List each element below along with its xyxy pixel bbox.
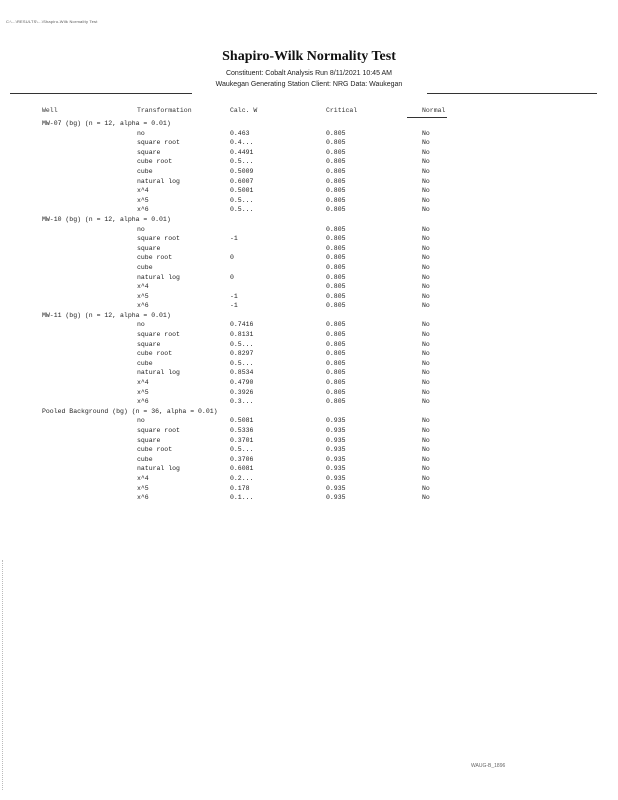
header-rule-right: [427, 93, 597, 94]
transformation-cell: x^4: [137, 474, 149, 482]
transformation-cell: square: [137, 148, 161, 156]
transformation-cell: square root: [137, 427, 180, 434]
table-row: [0, 226, 618, 236]
table-row: [0, 283, 618, 293]
group-heading: [0, 312, 618, 322]
critical-cell: 0.805: [326, 379, 346, 387]
column-header-critical: Critical: [326, 107, 358, 114]
critical-cell: 0.805: [326, 129, 346, 137]
calc-w-cell: 0.3...: [230, 398, 254, 406]
transformation-cell: no: [137, 417, 145, 425]
table-row: [0, 389, 618, 399]
calc-w-cell: 0.178: [230, 484, 250, 492]
column-header-transformation: Transformation: [137, 107, 192, 114]
table-row: [0, 149, 618, 159]
table-row: [0, 293, 618, 303]
group-heading-text: MW-10 (bg) (n = 12, alpha = 0.01): [42, 215, 171, 223]
table-row: [0, 158, 618, 168]
critical-cell: 0.805: [326, 254, 346, 262]
header-underline: [407, 117, 447, 118]
critical-cell: 0.805: [326, 187, 346, 195]
transformation-cell: x^5: [137, 388, 149, 396]
normal-cell: No: [422, 331, 430, 339]
calc-w-cell: 0.8131: [230, 331, 254, 339]
calc-w-cell: 0.3701: [230, 436, 254, 444]
critical-cell: 0.935: [326, 446, 346, 454]
normal-cell: No: [422, 206, 430, 214]
normal-cell: No: [422, 465, 430, 473]
transformation-cell: x^6: [137, 398, 149, 406]
critical-cell: 0.935: [326, 436, 346, 444]
transformation-cell: x^5: [137, 292, 149, 300]
table-row: [0, 245, 618, 255]
calc-w-cell: 0.6007: [230, 177, 254, 185]
transformation-cell: x^6: [137, 206, 149, 214]
group-heading-text: Pooled Background (bg) (n = 36, alpha = 0.01): [42, 407, 218, 415]
normal-cell: No: [422, 263, 430, 271]
normal-cell: No: [422, 379, 430, 387]
critical-cell: 0.805: [326, 388, 346, 396]
transformation-cell: cube: [137, 263, 153, 271]
critical-cell: 0.805: [326, 196, 346, 204]
transformation-cell: square root: [137, 139, 180, 147]
table-row: [0, 437, 618, 447]
report-title: Shapiro-Wilk Normality Test: [222, 49, 396, 64]
transformation-cell: natural log: [137, 369, 180, 377]
critical-cell: 0.805: [326, 158, 346, 166]
table-row: [0, 178, 618, 188]
critical-cell: 0.805: [326, 321, 346, 329]
normal-cell: No: [422, 254, 430, 262]
calc-w-cell: 0.3706: [230, 455, 254, 463]
critical-cell: 0.805: [326, 167, 346, 175]
critical-cell: 0.805: [326, 225, 346, 233]
table-row: [0, 350, 618, 360]
critical-cell: 0.805: [326, 177, 346, 185]
bates-number: WAUG-B_1896: [471, 763, 506, 769]
transformation-cell: x^4: [137, 283, 149, 291]
transformation-cell: square: [137, 244, 161, 252]
transformation-cell: x^6: [137, 494, 149, 502]
normal-cell: No: [422, 167, 430, 175]
normal-cell: No: [422, 340, 430, 348]
calc-w-cell: 0.4491: [230, 148, 254, 156]
critical-cell: 0.805: [326, 206, 346, 214]
table-row: [0, 254, 618, 264]
critical-cell: 0.805: [326, 235, 346, 243]
normal-cell: No: [422, 427, 430, 434]
calc-w-cell: 0.1...: [230, 494, 254, 502]
table-row: [0, 427, 618, 437]
transformation-cell: cube: [137, 167, 153, 175]
normal-cell: No: [422, 359, 430, 367]
normal-cell: No: [422, 446, 430, 454]
column-header-calc-w: Calc. W: [230, 107, 258, 114]
group-heading-text: MW-11 (bg) (n = 12, alpha = 0.01): [42, 311, 171, 319]
table-row: [0, 369, 618, 379]
normal-cell: No: [422, 129, 430, 137]
transformation-cell: x^5: [137, 484, 149, 492]
normal-cell: No: [422, 321, 430, 329]
critical-cell: 0.935: [326, 427, 346, 434]
table-row: [0, 398, 618, 408]
calc-w-cell: 0.5336: [230, 427, 254, 434]
calc-w-cell: -1: [230, 235, 238, 243]
calc-w-cell: 0.5081: [230, 417, 254, 425]
critical-cell: 0.805: [326, 148, 346, 156]
report-subtitle-site: Waukegan Generating Station Client: NRG Data: Waukegan: [215, 81, 403, 88]
calc-w-cell: 0.5...: [230, 206, 254, 214]
transformation-cell: no: [137, 129, 145, 137]
calc-w-cell: 0.7416: [230, 321, 254, 329]
normal-cell: No: [422, 158, 430, 166]
group-heading-text: MW-07 (bg) (n = 12, alpha = 0.01): [42, 120, 171, 127]
transformation-cell: square: [137, 340, 161, 348]
calc-w-cell: 0.5009: [230, 167, 254, 175]
normal-cell: No: [422, 484, 430, 492]
calc-w-cell: 0.5...: [230, 340, 254, 348]
normal-cell: No: [422, 292, 430, 300]
table-row: [0, 379, 618, 389]
calc-w-cell: 0.2...: [230, 474, 254, 482]
table-row: [0, 446, 618, 456]
table-row: [0, 456, 618, 466]
table-row: [0, 331, 618, 341]
table-row: [0, 139, 618, 149]
critical-cell: 0.805: [326, 302, 346, 310]
critical-cell: 0.805: [326, 369, 346, 377]
critical-cell: 0.805: [326, 292, 346, 300]
results-table: [0, 120, 618, 504]
transformation-cell: square root: [137, 331, 180, 339]
calc-w-cell: 0: [230, 273, 234, 281]
table-row: [0, 465, 618, 475]
normal-cell: No: [422, 235, 430, 243]
normal-cell: No: [422, 302, 430, 310]
column-header-well: Well: [42, 107, 58, 114]
calc-w-cell: 0.3926: [230, 388, 254, 396]
critical-cell: 0.805: [326, 263, 346, 271]
normal-cell: No: [422, 225, 430, 233]
transformation-cell: x^4: [137, 187, 149, 195]
calc-w-cell: 0: [230, 254, 234, 262]
calc-w-cell: 0.5...: [230, 158, 254, 166]
report-subtitle-analysis: Constituent: Cobalt Analysis Run 8/11/2021 10:45 AM: [225, 70, 393, 77]
table-row: [0, 264, 618, 274]
table-row: [0, 475, 618, 485]
critical-cell: 0.805: [326, 331, 346, 339]
header-rule-left: [10, 93, 192, 94]
normal-cell: No: [422, 474, 430, 482]
calc-w-cell: 0.5...: [230, 359, 254, 367]
normal-cell: No: [422, 455, 430, 463]
transformation-cell: no: [137, 225, 145, 233]
normal-cell: No: [422, 177, 430, 185]
critical-cell: 0.935: [326, 465, 346, 473]
normal-cell: No: [422, 244, 430, 252]
calc-w-cell: -1: [230, 292, 238, 300]
normal-cell: No: [422, 436, 430, 444]
critical-cell: 0.805: [326, 340, 346, 348]
scan-edge-marks: [2, 560, 5, 790]
table-row: [0, 302, 618, 312]
table-row: [0, 168, 618, 178]
group-heading: [0, 120, 618, 130]
table-row: [0, 187, 618, 197]
transformation-cell: cube: [137, 359, 153, 367]
transformation-cell: no: [137, 321, 145, 329]
critical-cell: 0.935: [326, 417, 346, 425]
normal-cell: No: [422, 350, 430, 358]
table-row: [0, 130, 618, 140]
calc-w-cell: 0.4...: [230, 139, 254, 147]
file-path-line: C:\...\RESULTS\...\Shapiro-Wilk Normality Test: [6, 19, 98, 24]
calc-w-cell: 0.5...: [230, 196, 254, 204]
transformation-cell: cube root: [137, 158, 173, 166]
table-row: [0, 485, 618, 495]
normal-cell: No: [422, 139, 430, 147]
critical-cell: 0.935: [326, 494, 346, 502]
group-heading: [0, 216, 618, 226]
transformation-cell: square root: [137, 235, 180, 243]
table-row: [0, 197, 618, 207]
critical-cell: 0.805: [326, 244, 346, 252]
critical-cell: 0.805: [326, 398, 346, 406]
transformation-cell: natural log: [137, 465, 180, 473]
transformation-cell: square: [137, 436, 161, 444]
normal-cell: No: [422, 273, 430, 281]
normal-cell: No: [422, 283, 430, 291]
normal-cell: No: [422, 388, 430, 396]
critical-cell: 0.805: [326, 283, 346, 291]
critical-cell: 0.935: [326, 474, 346, 482]
transformation-cell: natural log: [137, 273, 180, 281]
transformation-cell: cube: [137, 455, 153, 463]
table-row: [0, 417, 618, 427]
transformation-cell: natural log: [137, 177, 180, 185]
calc-w-cell: 0.8534: [230, 369, 254, 377]
critical-cell: 0.805: [326, 359, 346, 367]
critical-cell: 0.935: [326, 484, 346, 492]
calc-w-cell: 0.6081: [230, 465, 254, 473]
table-row: [0, 341, 618, 351]
calc-w-cell: 0.8297: [230, 350, 254, 358]
table-row: [0, 321, 618, 331]
normal-cell: No: [422, 148, 430, 156]
transformation-cell: cube root: [137, 446, 173, 454]
table-row: [0, 206, 618, 216]
calc-w-cell: 0.463: [230, 129, 250, 137]
critical-cell: 0.805: [326, 273, 346, 281]
calc-w-cell: 0.5...: [230, 446, 254, 454]
critical-cell: 0.805: [326, 350, 346, 358]
normal-cell: No: [422, 398, 430, 406]
normal-cell: No: [422, 187, 430, 195]
transformation-cell: cube root: [137, 254, 173, 262]
critical-cell: 0.805: [326, 139, 346, 147]
table-row: [0, 360, 618, 370]
calc-w-cell: 0.4790: [230, 379, 254, 387]
table-row: [0, 274, 618, 284]
normal-cell: No: [422, 417, 430, 425]
calc-w-cell: -1: [230, 302, 238, 310]
critical-cell: 0.935: [326, 455, 346, 463]
table-row: [0, 235, 618, 245]
normal-cell: No: [422, 196, 430, 204]
group-heading: [0, 408, 618, 418]
transformation-cell: cube root: [137, 350, 173, 358]
column-header-normal: Normal: [422, 107, 446, 114]
transformation-cell: x^4: [137, 379, 149, 387]
normal-cell: No: [422, 369, 430, 377]
transformation-cell: x^6: [137, 302, 149, 310]
calc-w-cell: 0.5001: [230, 187, 254, 195]
transformation-cell: x^5: [137, 196, 149, 204]
table-row: [0, 494, 618, 504]
normal-cell: No: [422, 494, 430, 502]
